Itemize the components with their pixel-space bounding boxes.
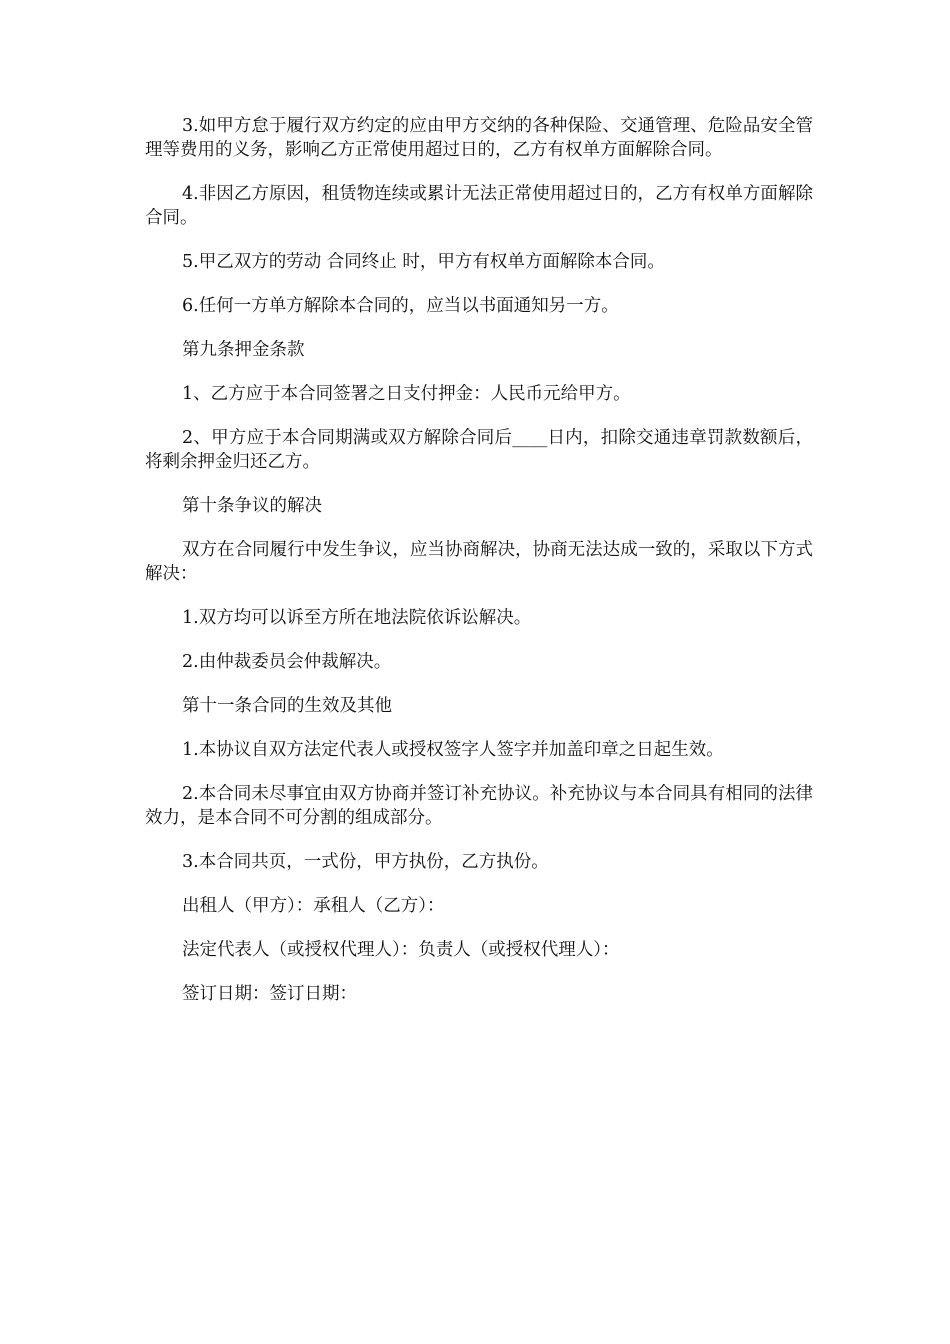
clause-11-heading: 第十一条合同的生效及其他 <box>182 696 392 716</box>
clause-11-item-2: 2.本合同未尽事宜由双方协商并签订补充协议。补充协议与本合同具有相同的法律效力，是本合同不可分割的组成部分。 <box>145 784 813 828</box>
clause-8-item-4: 4.非因乙方原因，租赁物连续或累计无法正常使用超过日的，乙方有权单方面解除合同。 <box>145 184 813 228</box>
clause-10-heading: 第十条争议的解决 <box>182 496 322 516</box>
clause-8-item-5: 5.甲乙双方的劳动 合同终止 时，甲方有权单方面解除本合同。 <box>182 252 665 272</box>
clause-8-item-6: 6.任何一方单方解除本合同的，应当以书面通知另一方。 <box>182 296 619 316</box>
clause-10-item-2: 2.由仲裁委员会仲裁解决。 <box>182 652 392 672</box>
clause-11-item-3: 3.本合同共页，一式份，甲方执份，乙方执份。 <box>182 852 549 872</box>
clause-10-intro: 双方在合同履行中发生争议，应当协商解决，协商无法达成一致的，采取以下方式解决： <box>145 540 813 584</box>
signature-date-line: 签订日期：签订日期： <box>182 984 357 1004</box>
clause-8-item-3: 3.如甲方怠于履行双方约定的应由甲方交纳的各种保险、交通管理、危险品安全管理等费用的义务，影响乙方正常使用超过日的，乙方有权单方面解除合同。 <box>145 116 813 160</box>
document-body <box>145 114 813 1026</box>
clause-10-item-1: 1.双方均可以诉至方所在地法院依诉讼解决。 <box>182 608 532 628</box>
signature-parties-line: 出租人（甲方）：承租人（乙方）： <box>182 896 445 916</box>
clause-9-heading: 第九条押金条款 <box>182 340 305 360</box>
clause-9-item-1: 1、乙方应于本合同签署之日支付押金：人民币元给甲方。 <box>182 384 631 404</box>
clause-9-item-2: 2、甲方应于本合同期满或双方解除合同后____日内，扣除交通违章罚款数额后，将剩余押金归还乙方。 <box>145 428 813 472</box>
clause-11-item-1: 1.本协议自双方法定代表人或授权签字人签字并加盖印章之日起生效。 <box>182 740 724 760</box>
signature-representatives-line: 法定代表人（或授权代理人）：负责人（或授权代理人）： <box>182 940 620 960</box>
